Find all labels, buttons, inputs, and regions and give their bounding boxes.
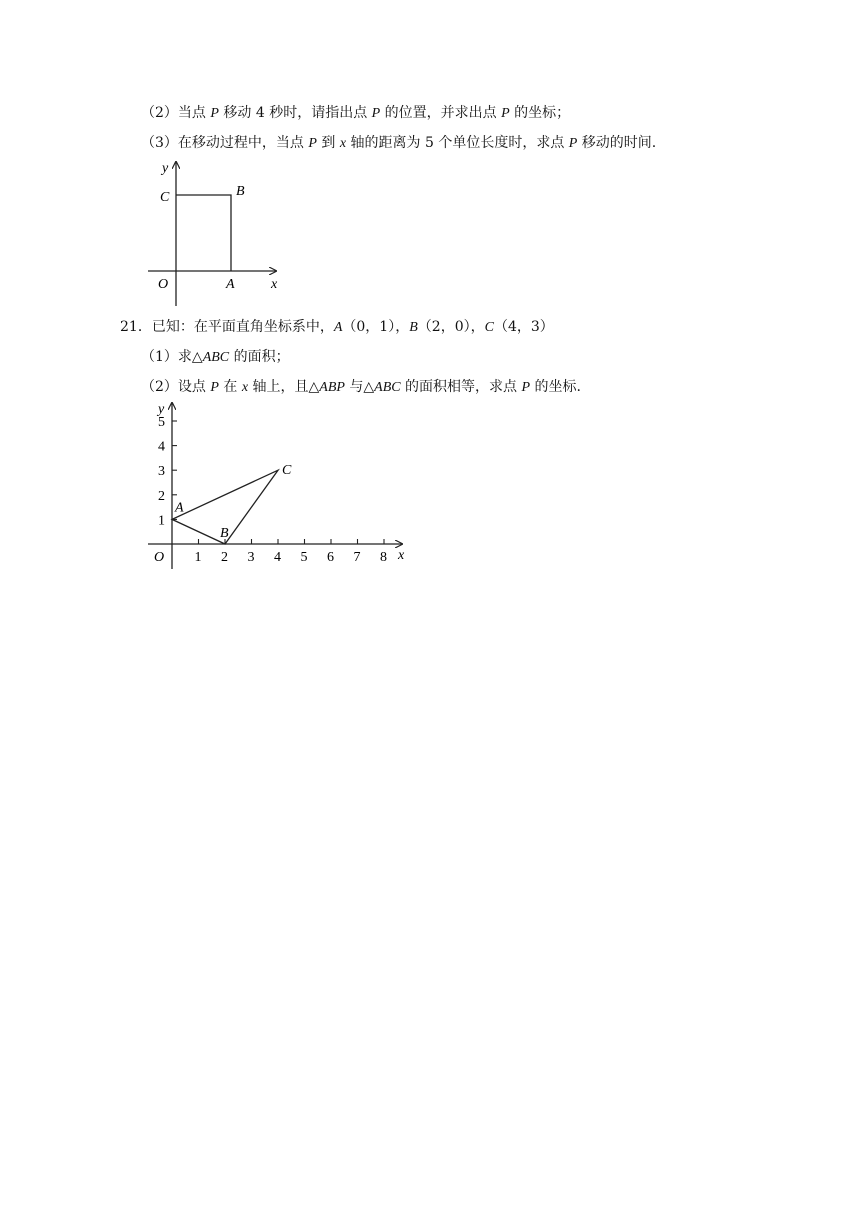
q20-figure	[140, 150, 300, 310]
x-axis-label: x	[271, 277, 278, 292]
point-label-c: C	[282, 463, 292, 479]
x-axis-label: x	[398, 548, 405, 563]
x-tick-label: 2	[221, 550, 228, 565]
y-tick-label: 5	[158, 415, 165, 430]
part-number: （2）	[141, 105, 178, 121]
q20-part2: （2）当点 P 移动 4 秒时，请指出点 P 的位置，并求出点 P 的坐标；	[141, 105, 571, 121]
y-axis-label: y	[158, 402, 165, 417]
y-tick-label: 1	[158, 513, 165, 529]
point-label-b: B	[236, 184, 245, 199]
part-number: （3）	[141, 135, 178, 151]
x-tick-label: 8	[380, 550, 387, 565]
point-label-b: B	[220, 526, 229, 541]
y-axis-label: y	[162, 161, 169, 176]
x-tick-label: 1	[194, 550, 202, 565]
q21-part2: （2）设点 P 在 x 轴上，且△ABP 与△ABC 的面积相等，求点 P 的坐标.	[141, 379, 581, 395]
x-tick-label: 4	[274, 550, 281, 565]
y-tick-label: 3	[158, 464, 165, 480]
q21-figure	[140, 395, 420, 575]
origin-label: O	[158, 277, 169, 292]
question-number: 21．	[120, 319, 152, 335]
y-tick-label: 2	[158, 488, 165, 504]
point-label-a: A	[226, 277, 235, 292]
x-tick-label: 6	[327, 550, 334, 565]
point-label-c: C	[160, 190, 170, 205]
q21-part1: （1）求△ABC 的面积；	[141, 349, 290, 365]
y-tick-label: 4	[158, 439, 165, 455]
part-number: （1）	[141, 349, 178, 365]
origin-label: O	[154, 550, 165, 565]
q20-part3: （3）在移动过程中，当点 P 到 x 轴的距离为 5 个单位长度时，求点 P 移动的时间.	[141, 135, 657, 151]
point-label-a: A	[175, 500, 184, 516]
rectangle-oabc	[176, 195, 231, 271]
x-tick-label: 3	[247, 550, 255, 565]
x-tick-label: 5	[300, 550, 308, 565]
x-tick-label: 7	[353, 550, 361, 565]
q21-stem: 21．已知：在平面直角坐标系中，A（0，1），B（2，0），C（4，3）	[120, 319, 554, 335]
part-number: （2）	[141, 379, 178, 395]
